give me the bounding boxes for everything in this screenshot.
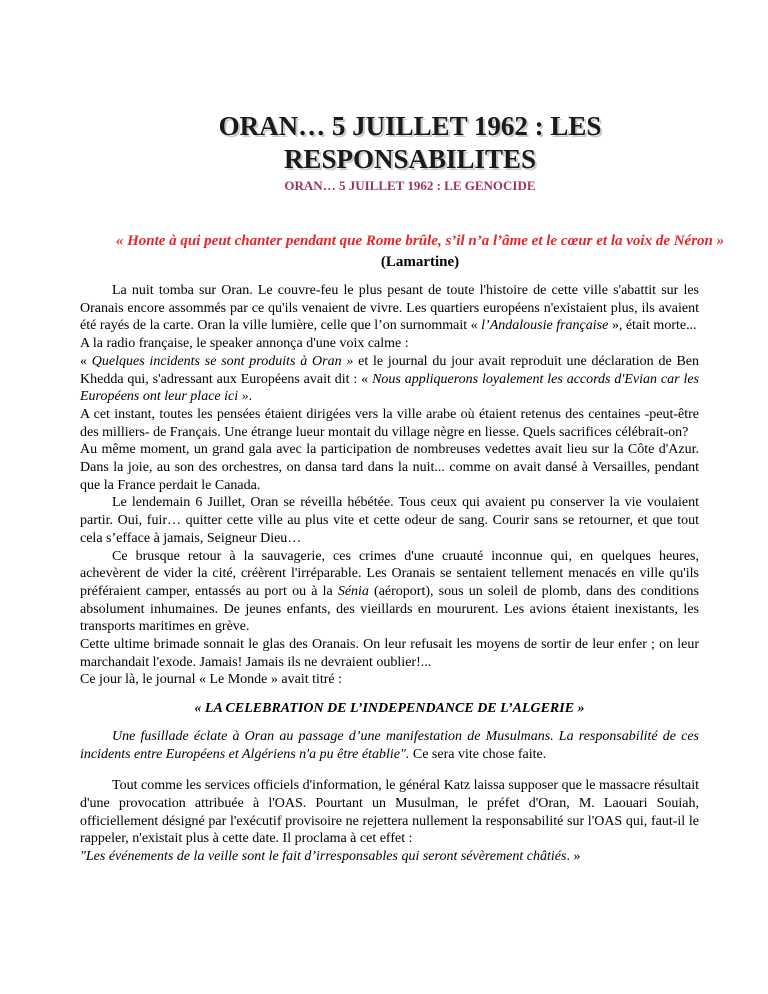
paragraph: Au même moment, un grand gala avec la participation de nombreuses vedettes avait lieu sur la Côte d'Azur. Dans la joie, au son des orchestres, on dansa tard dans la nuit... comme on avait dansé à Versailles, pendant que la France perdait le Canada. <box>80 442 699 493</box>
page-title: ORAN… 5 JUILLET 1962 : LES RESPONSABILITES <box>218 111 602 174</box>
newspaper-headline: « LA CELEBRATION DE L’INDEPENDANCE DE L’ALGERIE » <box>194 701 585 717</box>
paragraph: Une fusillade éclate à Oran au passage d’une manifestation de Musulmans. La responsabilité de ces incidents entre Européens et Algériens n'a pu être établie". Ce sera vite chose faite. <box>80 728 699 762</box>
paragraph: Ce brusque retour à la sauvagerie, ces crimes d'une cruauté inconnue qui, en quelques heures, achevèrent de vider la cité, créèrent l'irréparable. Les Oranais se sentaient tellement menacés en ville qu'ils préféraient camper, entassés au port ou à la Sénia (aéroport), sous un soleil de plomb, dans des conditions absolument inhumaines. De jeunes enfants, des vieillards en moururent. Les avions étaient inexistants, les transports maritimes en grève. <box>80 548 699 635</box>
paragraph: Le lendemain 6 Juillet, Oran se réveilla hébétée. Tous ceux qui avaient pu conserver la vie voulaient partir. Oui, fuir… quitter cette ville au plus vite et cette odeur de sang. Courir sans se retourner, et que tout cela s’efface à jamais, Seigneur Dieu… <box>80 495 699 546</box>
paragraph: "Les événements de la veille sont le fait d’irresponsables qui seront sévèrement châtiés. » <box>80 849 581 865</box>
epigraph-text: « Honte à qui peut chanter pendant que Rome brûle, s’il n’a l’âme et le cœur et la voix de Néron » <box>115 233 725 249</box>
paragraph: A la radio française, le speaker annonça d'une voix calme : <box>80 336 409 352</box>
paragraph: « Quelques incidents se sont produits à Oran » et le journal du jour avait reproduit une déclaration de Ben Khedda qui, s'adressant aux Européens avait dit : « Nous appliquerons loyalement les accords d'Evian car les Européens ont leur place ici ». <box>80 353 700 405</box>
epigraph <box>110 231 730 273</box>
paragraph: Cette ultime brimade sonnait le glas des Oranais. On leur refusait les moyens de sortir de leur enfer ; on leur marchandait l'exode. Jamais! Jamais ils ne devraient oublier!... <box>80 637 699 670</box>
paragraph: La nuit tomba sur Oran. Le couvre-feu le plus pesant de toute l'histoire de cette ville s'abattit sur les Oranais encore assommés par ce qu'ils venaient de vivre. Les quartiers européens n'existaient plus, ils avaient été rayés de la carte. Oran la ville lumière, celle que l’on surnommait « l’Andalousie française », était morte... <box>80 283 699 334</box>
paragraph: A cet instant, toutes les pensées étaient dirigées vers la ville arabe où étaient retenus des centaines -peut-être des milliers- de Français. Une étrange lueur montait du village nègre en liesse. Quels sacrifices célébrait-on? <box>80 406 699 440</box>
paragraph: Ce jour là, le journal « Le Monde » avait titré : <box>80 672 343 688</box>
paragraph: Tout comme les services officiels d'information, le général Katz laissa supposer que le massacre résultait d'une provocation attribuée à l'OAS. Pourtant un Musulman, le préfet d'Oran, M. Laouari Souiah, officiellement désigné par l'exécutif provisoire ne rejettera nullement la responsabilité sur l'OAS qui, faut-il le rappeler, n'existait plus à cette date. Il proclama à cet effet : <box>80 778 699 847</box>
epigraph-author: (Lamartine) <box>380 254 460 270</box>
article-body <box>80 282 699 866</box>
page-subtitle: ORAN… 5 JUILLET 1962 : LE GENOCIDE <box>284 178 536 193</box>
